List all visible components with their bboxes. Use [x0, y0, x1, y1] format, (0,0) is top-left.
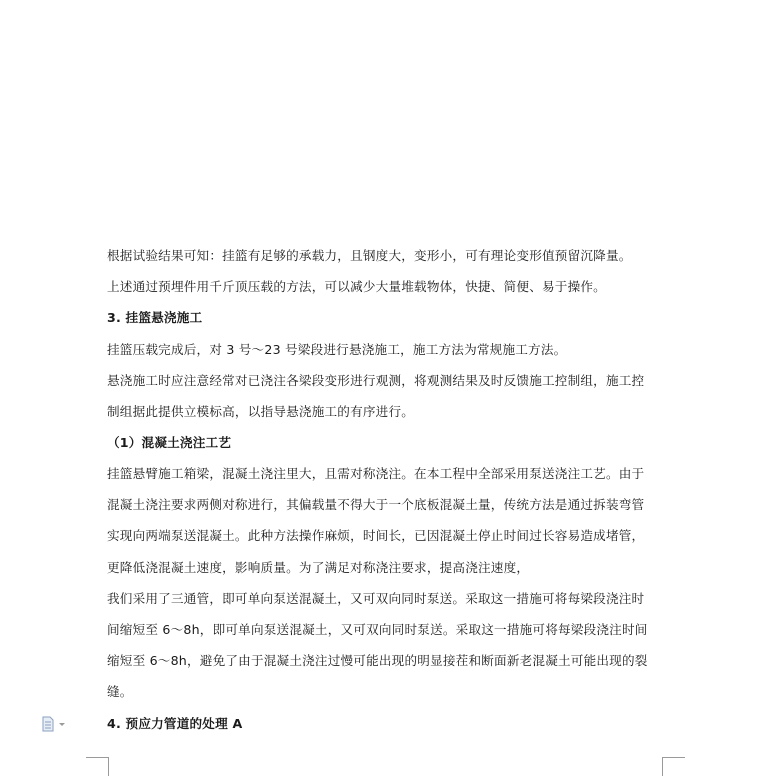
subsection-heading: （1）混凝土浇注工艺 — [107, 435, 232, 450]
paragraph-line: 制组据此提供立模标高，以指导悬浇施工的有序进行。 — [107, 404, 415, 419]
paragraph-line: 上述通过预埋件用千斤顶压载的方法，可以减少大量堆载物体，快捷、简便、易于操作。 — [107, 279, 606, 294]
paragraph-line: 根据试验结果可知：挂篮有足够的承载力，且钢度大，变形小，可有理论变形值预留沉降量。 — [107, 248, 632, 263]
paragraph-line: 更降低浇混凝土速度，影响质量。为了满足对称浇注要求，提高浇注速度， — [107, 560, 530, 575]
page-corner-mark-left — [86, 757, 109, 776]
paragraph-line: 缩短至 6～8h，避免了由于混凝土浇注过慢可能出现的明显接茬和断面新老混凝土可能出现的裂 — [107, 653, 648, 668]
paragraph-line: 悬浇施工时应注意经常对已浇注各梁段变形进行观测，将观测结果及时反馈施工控制组，施工控 — [107, 373, 645, 388]
section-heading: 4. 预应力管道的处理 A — [107, 716, 243, 731]
section-heading: 3. 挂篮悬浇施工 — [107, 310, 203, 325]
paragraph-line: 挂篮压载完成后，对 3 号～23 号梁段进行悬浇施工，施工方法为常规施工方法。 — [107, 342, 567, 357]
paragraph-line: 挂篮悬臂施工箱梁，混凝土浇注里大，且需对称浇注。在本工程中全部采用泵送浇注工艺。由于 — [107, 466, 645, 481]
paragraph-line: 混凝土浇注要求两侧对称进行，其偏载量不得大于一个底板混凝土量，传统方法是通过拆装弯管 — [107, 497, 645, 512]
paragraph-line: 我们采用了三通管，即可单向泵送混凝土，又可双向同时泵送。采取这一措施可将每梁段浇注时 — [107, 591, 645, 606]
page-corner-mark-right — [662, 757, 685, 776]
paragraph-line: 实现向两端泵送混凝土。此种方法操作麻烦，时间长，已因混凝土停止时间过长容易造成堵管， — [107, 528, 645, 543]
paragraph-line: 缝。 — [107, 684, 133, 699]
document-options-icon[interactable] — [42, 716, 68, 732]
paragraph-line: 间缩短至 6～8h，即可单向泵送混凝土，又可双向同时泵送。采取这一措施可将每梁段浇注时间 — [107, 622, 648, 637]
